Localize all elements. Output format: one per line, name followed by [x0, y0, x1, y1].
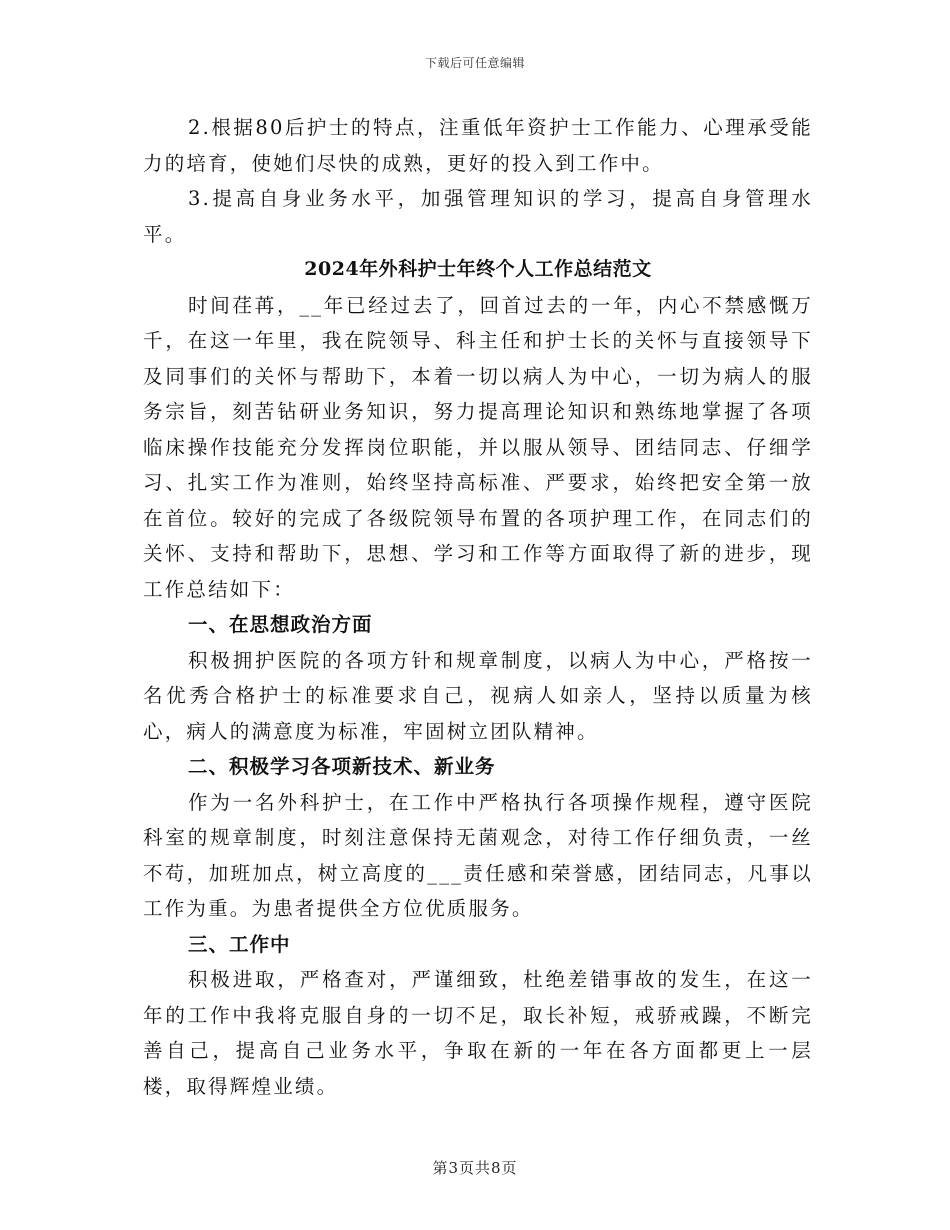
page-footer: 第3页共8页 [432, 1159, 518, 1177]
page-header: 下载后可任意编辑 [424, 56, 525, 70]
list-item-3: 3.提高自身业务水平，加强管理知识的学习，提高自身管理水平。 [143, 187, 813, 246]
section-heading-3: 三、工作中 [188, 932, 291, 956]
intro-paragraph: 时间荏苒，__年已经过去了，回首过去的一年，内心不禁感慨万千，在这一年里，我在院领导、科主任和护士长的关怀与直接领导下及同事们的关怀与帮助下，本着一切以病人为中心，一切为病人的服务宗旨，刻苦钻研业务知识，努力提高理论知识和熟练地掌握了各项临床操作技能充分发挥岗位职能，并以服从领导、团结同志、仔细学习、扎实工作为准则，始终坚持高标准、严要求，始终把安全第一放在首位。较好的完成了各级院领导布置的各项护理工作，在同志们的关怀、支持和帮助下，思想、学习和工作等方面取得了新的进步，现工作总结如下： [143, 293, 813, 601]
section-heading-2: 二、积极学习各项新技术、新业务 [188, 755, 496, 778]
section-body-1: 积极拥护医院的各项方针和规章制度，以病人为中心，严格按一名优秀合格护士的标准要求自己，视病人如亲人，坚持以质量为核心，病人的满意度为标准，牢固树立团队精神。 [143, 648, 813, 743]
section-heading-1: 一、在思想政治方面 [188, 613, 373, 636]
section-body-3: 积极进取，严格查对，严谨细致，杜绝差错事故的发生，在这一年的工作中我将克服自身的一切不足，取长补短，戒骄戒躁，不断完善自己，提高自己业务水平，争取在新的一年在各方面都更上一层楼，取得辉煌业绩。 [143, 968, 813, 1098]
section-body-2: 作为一名外科护士，在工作中严格执行各项操作规程，遵守医院科室的规章制度，时刻注意保持无菌观念，对待工作仔细负责，一丝不苟，加班加点，树立高度的___责任感和荣誉感，团结同志，凡事以工作为重。为患者提供全方位优质服务。 [143, 790, 813, 920]
document-body [143, 110, 813, 1104]
list-item-2: 2.根据80后护士的特点，注重低年资护士工作能力、心理承受能力的培育，使她们尽快的成熟，更好的投入到工作中。 [143, 116, 813, 175]
article-title: 2024年外科护士年终个人工作总结范文 [304, 258, 652, 280]
